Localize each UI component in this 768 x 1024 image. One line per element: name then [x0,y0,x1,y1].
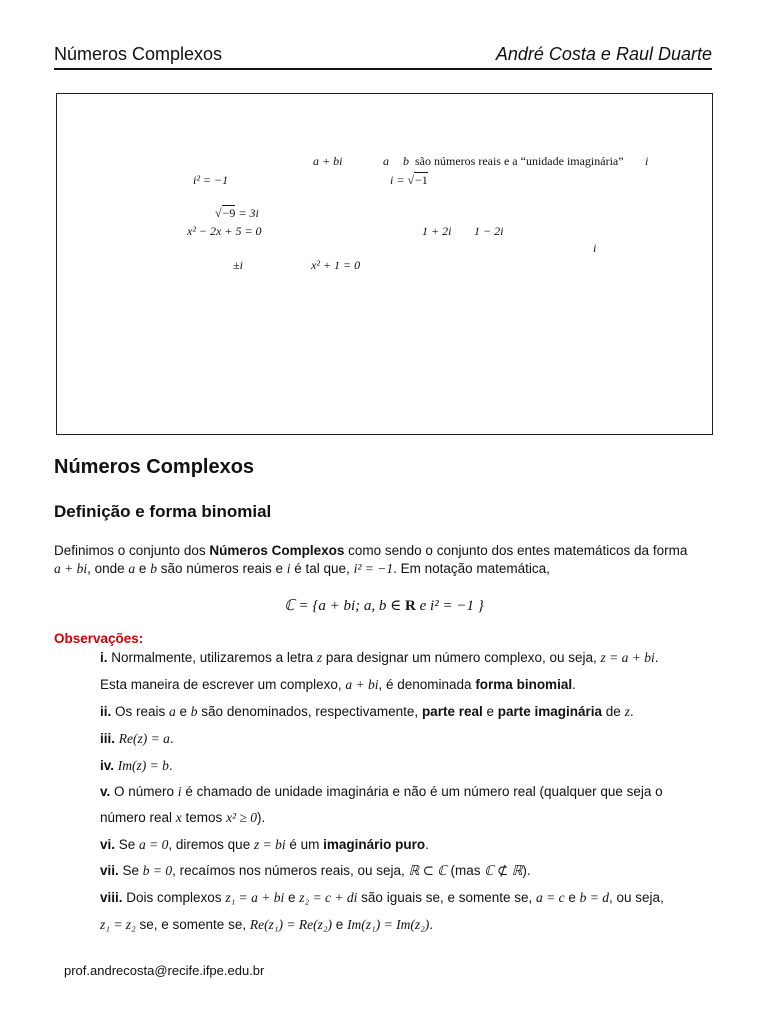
intro-box [56,93,713,435]
box-math-i: i [645,154,649,168]
intro-paragraph: Definimos o conjunto dos Números Complexos como sendo o conjunto dos entes matemáticos da forma a + bi, onde a e b são números reais e i é tal que, i² = −1. Em notação matemática, [54,543,688,576]
observation-iii: iii. Re(z) = a. [100,731,174,746]
observation-vi: vi. Se a = 0, diremos que z = bi é um imaginário puro. [100,837,429,852]
complex-set-definition: ℂ = {a + bi; a, b ∈ R e i² = −1 } [284,598,484,614]
box-math-root-two: 1 − 2i [474,224,504,238]
observation-i-continued: Esta maneira de escrever um complexo, a + bi, é denominada forma binomial. [100,677,576,692]
observation-vii: vii. Se b = 0, recaímos nos números reais, ou seja, ℝ ⊂ ℂ (mas ℂ ⊄ ℝ). [100,863,531,878]
observations-title: Observações: [54,631,144,646]
box-math-a-plus-bi: a + bi [313,154,343,168]
section-subtitle: Definição e forma binomial [54,502,272,521]
header-title: Números Complexos [54,44,223,64]
footer-email: prof.andrecosta@recife.ifpe.edu.br [64,963,265,978]
box-math-plus-minus-i: ±i [233,258,243,272]
observation-iv: iv. Im(z) = b. [100,758,173,773]
observation-i: i. Normalmente, utilizaremos a letra z para designar um número complexo, ou seja, z = a + bi. [100,650,659,665]
box-math-i-squared: i² = −1 [193,173,229,187]
box-math-quadratic: x² − 2x + 5 = 0 [187,224,262,238]
observation-ii: ii. Os reais a e b são denominados, respectivamente, parte real e parte imaginária de z. [100,704,634,719]
box-math-x-squared-plus-one: x² + 1 = 0 [311,258,361,272]
box-math-a: a [383,154,389,168]
observation-v: v. O número i é chamado de unidade imaginária e não é um número real (qualquer que seja o [100,784,663,799]
box-text-reais: são números reais e a “unidade imaginária” [415,154,624,168]
observation-viii-continued: z₁ = z₂ se, e somente se, Re(z₁) = Re(z₂) e Im(z₁) = Im(z₂). [100,917,434,932]
observation-viii: viii. Dois complexos z₁ = a + bi e z₂ = c + di são iguais se, e somente se, a = c e b = d, ou seja, [100,890,664,905]
box-math-root-one: 1 + 2i [422,224,452,238]
section-title: Números Complexos [54,456,255,478]
observation-v-continued: número real x temos x² ≥ 0). [100,810,266,825]
box-math-i-right: i [593,241,597,255]
box-math-sqrt-minus-nine: √−9 = 3i [215,206,259,220]
header-authors: André Costa e Raul Duarte [495,44,712,64]
page-header [54,44,712,70]
box-math-i-equals-sqrt: i = √−1 [390,173,428,187]
box-math-b: b [403,154,409,168]
